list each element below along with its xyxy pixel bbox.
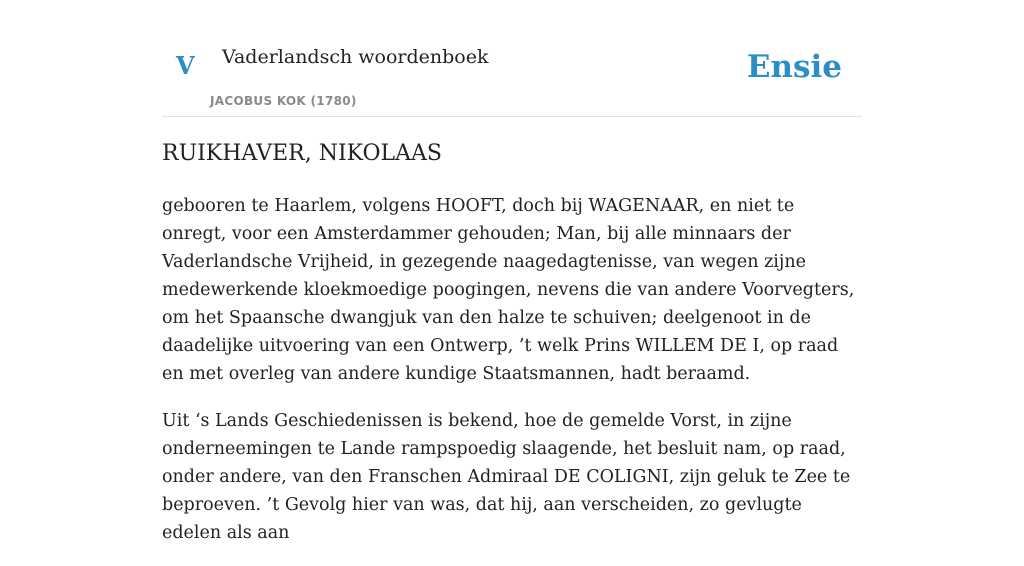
entry-body (162, 192, 862, 566)
book-initial-icon[interactable]: V (176, 51, 195, 80)
ensie-logo[interactable]: Ensie (746, 49, 842, 85)
book-title-link[interactable]: Vaderlandsch woordenboek (222, 46, 489, 68)
entry-paragraph: gebooren te Haarlem, volgens HOOFT, doch bij WAGENAAR, en niet te onregt, voor een Amsterdammer gehouden; Man, bij alle minnaars der Vaderlandsche Vrijheid, in gezegende naagedagtenisse, van wegen zijne medewerkende kloekmoedige poogingen, nevens die van andere Voorvegters, om het Spaansche dwangjuk van den halze te schuiven; deelgenoot in de daadelijke uitvoering van een Ontwerp, ’t welk Prins WILLEM DE I, op raad en met overleg van andere kundige Staatsmannen, hadt beraamd. (162, 196, 855, 384)
entry-title: RUIKHAVER, NIKOLAAS (162, 141, 442, 166)
site-header (162, 0, 862, 117)
book-author: JACOBUS KOK (1780) (210, 94, 357, 108)
entry-paragraph: Uit ‘s Lands Geschiedenissen is bekend, hoe de gemelde Vorst, in zijne onderneemingen te Lande rampspoedig slaagende, het besluit nam, op raad, onder andere, van den Franschen Admiraal DE COLIGNI, zijn geluk te Zee te beproeven. ’t Gevolg hier van was, dat hij, aan verscheiden, zo gevlugte edelen als aan (162, 411, 851, 543)
